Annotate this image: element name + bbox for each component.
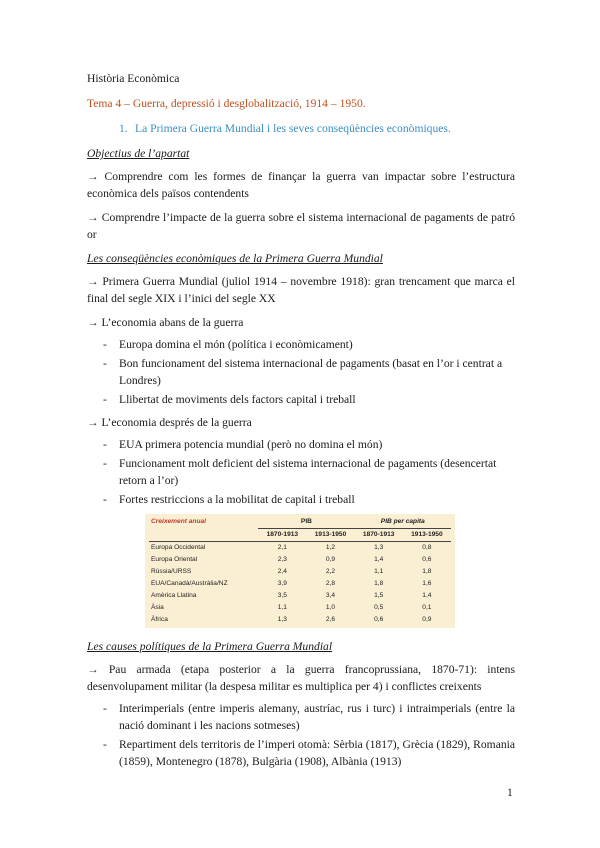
table-row: EUA/Canadà/Austràlia/NZ 3,9 2,8 1,8 1,6 [151,580,432,587]
section-heading [119,120,515,137]
list-item: - Interimperials (entre imperis alemany, austríac, rus i turc) i intraimperials (entre la nació dominant i les nacions sotmeses) [87,700,515,734]
pib-capita-group-header: PIB per capita [355,516,451,529]
causes-list [87,700,515,770]
list-item: - Funcionament molt deficient del sistema internacional de pagaments (desencertat retorn a l’or) [87,455,515,489]
table-row: Amèrica Llatina 3,5 3,4 1,5 1,4 [151,592,432,599]
pib-group-header: PIB [258,516,354,529]
list-item: - Repartiment dels territoris de l’imperi otomà: Sèrbia (1817), Grècia (1829), Romania (1859), Montenegro (1878), Bulgària (1908), Albània (1913) [87,736,515,770]
document-page [87,70,515,776]
economia-despres-list [87,436,515,508]
table-row: Rússia/URSS 2,4 2,2 1,1 1,8 [151,568,432,575]
period-header: 1870-1913 [258,529,306,542]
table-row: Europa Occidental 2,1 1,2 1,3 0,8 [151,544,432,551]
section-number: 1. [119,122,128,135]
tema-heading: Tema 4 – Guerra, depressió i desglobalització, 1914 – 1950. [87,97,366,110]
consequencies-heading: Les conseqüències econòmiques de la Primera Guerra Mundial [87,252,383,265]
list-item: - Fortes restriccions a la mobilitat de capital i treball [87,491,515,508]
economia-abans-label: → L’economia abans de la guerra [87,316,244,329]
table-row: Àfrica 1,3 2,6 0,6 0,9 [151,616,432,623]
causes-heading: Les causes polítiques de la Primera Guerra Mundial [87,640,333,653]
page-number: 1 [507,786,513,799]
table-row: Europa Oriental 2,3 0,9 1,4 0,6 [151,556,432,563]
table-row: Àsia 1,1 1,0 0,5 0,1 [151,604,432,611]
document-title: Història Econòmica [87,72,180,85]
table-caption: Creixement anual [151,518,206,526]
economia-abans-list [87,336,515,408]
economia-despres-label: → L’economia després de la guerra [87,416,252,429]
period-header: 1913-1950 [306,529,354,542]
objectius-heading: Objectius de l’apartat [87,147,190,160]
list-item: - EUA primera potencia mundial (però no domina el món) [87,436,515,453]
growth-table-image [145,514,455,628]
period-header: 1913-1950 [403,529,451,542]
period-header: 1870-1913 [355,529,403,542]
list-item: - Bon funcionament del sistema internacional de pagaments (basat en l’or i centrat a Londres) [87,355,515,389]
objectiu-item: → Comprendre com les formes de finançar la guerra van impactar sobre l’estructura econòmica dels països contendents [87,170,515,200]
list-item: - Llibertat de moviments dels factors capital i treball [87,391,515,408]
growth-table [149,516,451,626]
consequencies-intro: → Primera Guerra Mundial (juliol 1914 – novembre 1918): gran trencament que marca el final del segle XIX i l’inici del segle XX [87,275,515,305]
objectiu-item: → Comprendre l’impacte de la guerra sobre el sistema internacional de pagaments de patró or [87,211,515,241]
section-title: La Primera Guerra Mundial i les seves conseqüències econòmiques. [135,122,451,135]
list-item: - Europa domina el món (política i econòmicament) [87,336,515,353]
causes-intro: → Pau armada (etapa posterior a la guerra francoprussiana, 1870-71): intens desenvolupament militar (la despesa militar es multiplica per 4) i conflictes creixents [87,663,515,693]
